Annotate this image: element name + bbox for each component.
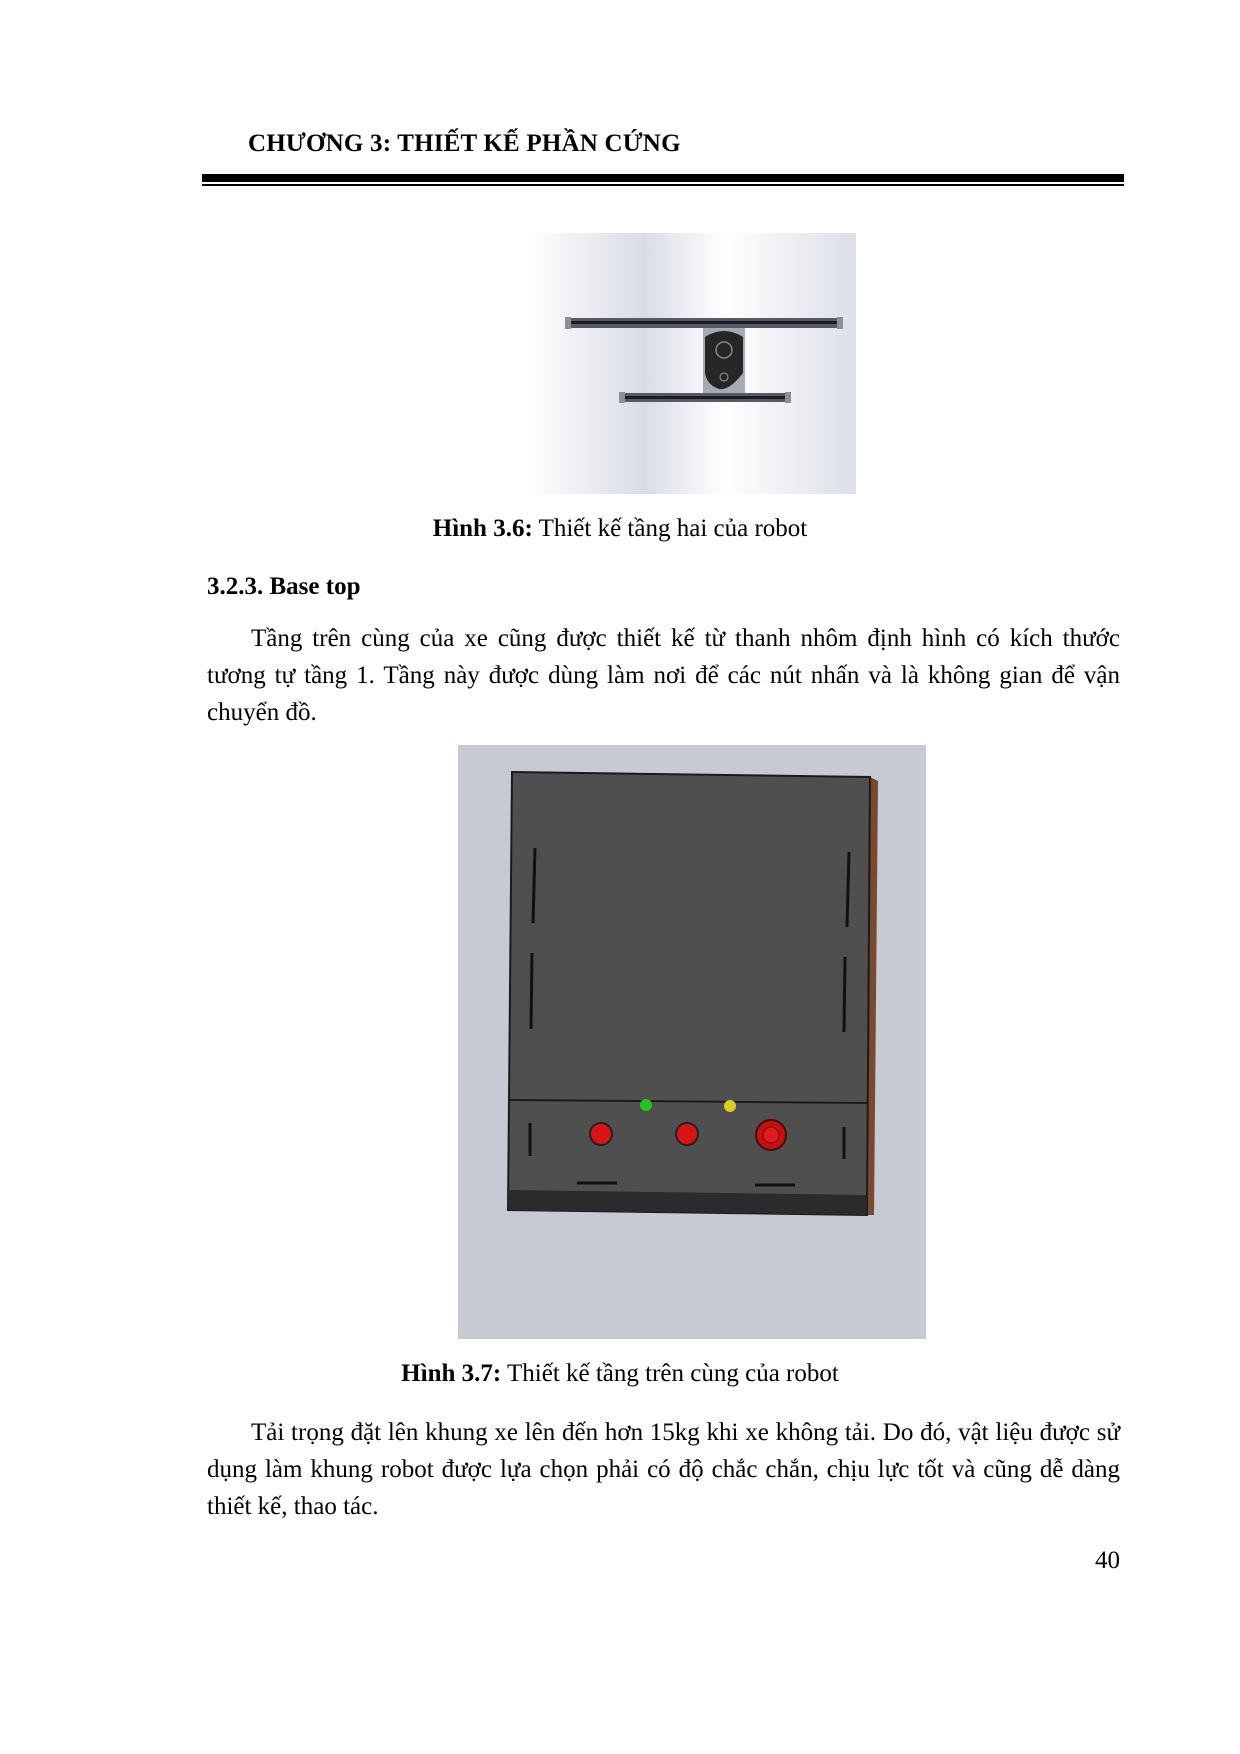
figure-caption-text: Thiết kế tầng hai của robot [532, 515, 808, 542]
figure-caption-text: Thiết kế tầng trên cùng của robot [501, 1360, 839, 1387]
header-rule-thin [202, 184, 1124, 186]
header-rule-thick [202, 174, 1124, 182]
figure-3-6-image [529, 233, 856, 494]
page-number: 40 [1095, 1547, 1120, 1574]
paragraph: Tải trọng đặt lên khung xe lên đến hơn 15kg khi xe không tải. Do đó, vật liệu được sử dụng làm khung robot được lựa chọn phải có độ chắc chắn, chịu lực tốt và cũng dễ dàng thiết kế, thao tác. [207, 1419, 1120, 1520]
upper-aluminum-bar [565, 317, 843, 329]
push-button-red-2 [676, 1123, 698, 1145]
push-button-red-1 [590, 1123, 612, 1145]
chapter-header: CHƯƠNG 3: THIẾT KẾ PHẦN CỨNG [248, 130, 681, 157]
figure-3-7-caption [0, 1360, 1240, 1388]
figure-label: Hình 3.6: [432, 515, 533, 542]
top-board [508, 772, 870, 1215]
lower-aluminum-bar [619, 392, 791, 403]
figure-label: Hình 3.7: [401, 1360, 502, 1387]
figure-3-6-caption [0, 515, 1240, 543]
figure-3-7-image [458, 745, 926, 1339]
led-green [640, 1099, 652, 1111]
section-heading: 3.2.3. Base top [207, 573, 361, 600]
led-yellow [724, 1100, 736, 1112]
paragraph: Tầng trên cùng của xe cũng được thiết kế từ thanh nhôm định hình có kích thước tương tự tầng 1. Tầng này được dùng làm nơi để các nút nhấn và là không gian để vận chuyển đồ. [207, 625, 1120, 726]
